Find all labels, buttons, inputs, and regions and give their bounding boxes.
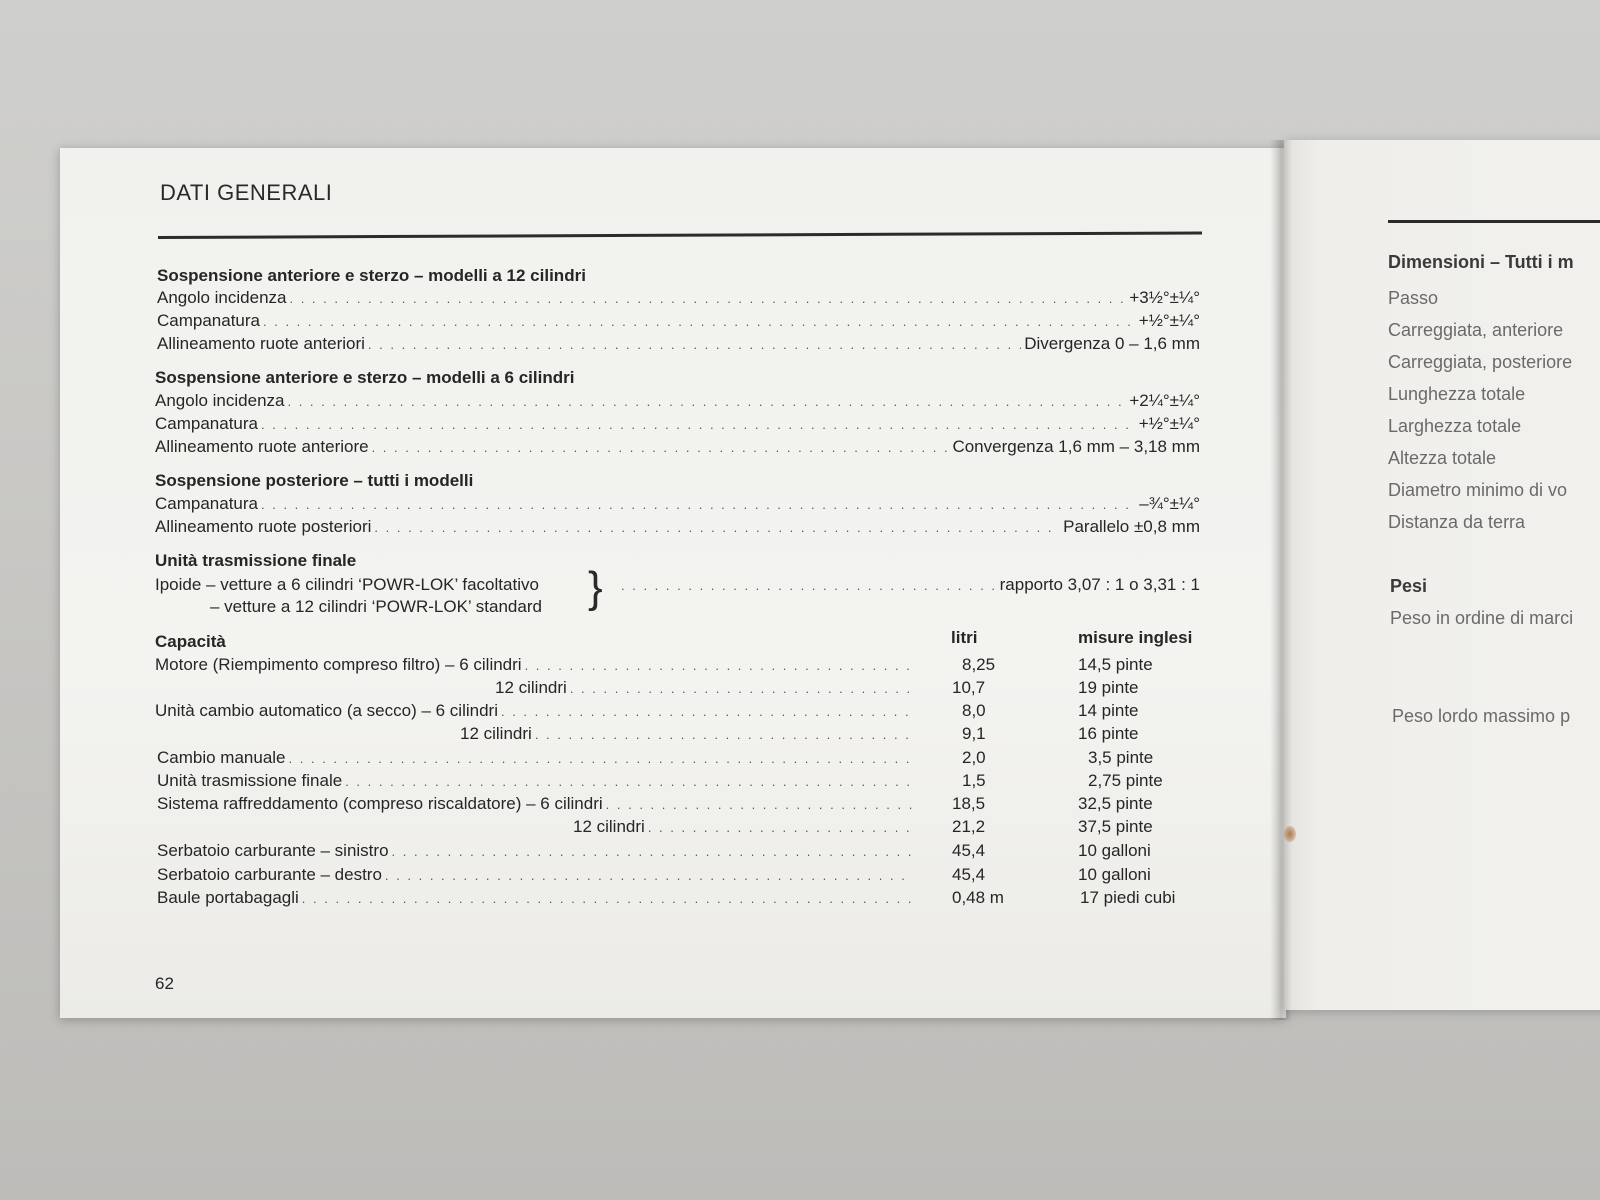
capacity-litri: 1,5: [962, 771, 986, 790]
brace-glyph: }: [588, 563, 603, 612]
page-number: 62: [155, 974, 174, 993]
capacity-row: Sistema raffreddamento (compreso riscaldatore) – 6 cilindri . . .: [157, 794, 915, 815]
right-list-item: Peso in ordine di marci: [1390, 608, 1574, 628]
capacity-row: Serbatoio carburante – destro . . .: [157, 865, 915, 886]
section-title-final-drive: Unità trasmissione finale: [155, 551, 357, 570]
column-header-misure: misure inglesi: [1078, 628, 1193, 647]
section-title-capacity: Capacità: [155, 632, 226, 651]
capacity-row: Unità cambio automatico (a secco) – 6 cilindri . . .: [155, 701, 915, 722]
capacity-litri: 8,0: [962, 701, 986, 720]
capacity-litri: 10,7: [952, 678, 986, 697]
spec-row: Allineamento ruote anteriori . . . Divergenza 0 – 1,6 mm: [157, 334, 1200, 355]
capacity-row: Cambio manuale . . .: [157, 748, 915, 769]
capacity-litri: 8,25: [962, 655, 996, 674]
right-list-item: Diametro minimo di vo: [1388, 480, 1568, 500]
page-title: DATI GENERALI: [160, 180, 333, 205]
capacity-row: Baule portabagagli . . .: [157, 888, 915, 909]
capacity-misure: 3,5 pinte: [1088, 748, 1154, 767]
book-gutter: [1270, 140, 1292, 1020]
capacity-row: 12 cilindri . . .: [573, 817, 915, 838]
final-drive-line-1: Ipoide – vetture a 6 cilindri ‘POWR-LOK’ facoltativo: [155, 575, 539, 594]
section-title-rear: Sospensione posteriore – tutti i modelli: [155, 471, 474, 490]
capacity-misure: 14 pinte: [1078, 701, 1139, 720]
spec-row: Campanatura . . . –¾°±¼°: [155, 494, 1200, 515]
capacity-row: Serbatoio carburante – sinistro . . .: [157, 841, 915, 862]
capacity-misure: 10 galloni: [1078, 841, 1151, 860]
right-section-title-dimensions: Dimensioni – Tutti i m: [1388, 252, 1574, 272]
capacity-litri: 21,2: [952, 817, 986, 836]
capacity-misure: 14,5 pinte: [1078, 655, 1153, 674]
capacity-misure: 17 piedi cubi: [1080, 888, 1176, 907]
capacity-misure: 32,5 pinte: [1078, 794, 1153, 813]
capacity-litri: 0,48 m: [952, 888, 1004, 907]
capacity-row: Motore (Riempimento compreso filtro) – 6 cilindri . . .: [155, 655, 915, 676]
spec-row: Allineamento ruote posteriori . . . Parallelo ±0,8 mm: [155, 517, 1200, 538]
right-list-item: Passo: [1388, 288, 1439, 308]
capacity-misure: 10 galloni: [1078, 865, 1151, 884]
capacity-litri: 45,4: [952, 841, 986, 860]
right-list-item: Altezza totale: [1388, 448, 1497, 468]
spec-row: . . . rapporto 3,07 : 1 o 3,31 : 1: [618, 575, 1200, 596]
capacity-row: 12 cilindri . . .: [495, 678, 915, 699]
right-list-item: Peso lordo massimo p: [1392, 706, 1571, 726]
section-title-front-12: Sospensione anteriore e sterzo – modelli a 12 cilindri: [157, 266, 586, 285]
capacity-litri: 45,4: [952, 865, 986, 884]
right-section-title-pesi: Pesi: [1390, 576, 1428, 596]
final-drive-line-2: – vetture a 12 cilindri ‘POWR-LOK’ standard: [210, 597, 542, 616]
capacity-misure: 19 pinte: [1078, 678, 1139, 697]
capacity-misure: 2,75 pinte: [1088, 771, 1163, 790]
capacity-row: 12 cilindri . . .: [460, 724, 915, 745]
capacity-litri: 18,5: [952, 794, 986, 813]
section-title-front-6: Sospensione anteriore e sterzo – modelli a 6 cilindri: [155, 368, 575, 387]
right-list-item: Carreggiata, anteriore: [1388, 320, 1564, 340]
spec-row: Angolo incidenza . . . +2¼°±¼°: [155, 391, 1200, 412]
capacity-litri: 2,0: [962, 748, 986, 767]
right-list-item: Larghezza totale: [1388, 416, 1522, 436]
capacity-litri: 9,1: [962, 724, 986, 743]
paper-stain: [1284, 826, 1296, 842]
right-list-item: Lunghezza totale: [1388, 384, 1526, 404]
column-header-litri: litri: [951, 628, 978, 647]
capacity-misure: 16 pinte: [1078, 724, 1139, 743]
right-header-rule: [1388, 220, 1600, 223]
capacity-misure: 37,5 pinte: [1078, 817, 1153, 836]
spec-row: Campanatura . . . +½°±¼°: [157, 311, 1200, 332]
spec-row: Allineamento ruote anteriore . . . Convergenza 1,6 mm – 3,18 mm: [155, 437, 1200, 458]
spec-row: Campanatura . . . +½°±¼°: [155, 414, 1200, 435]
right-list-item: Distanza da terra: [1388, 512, 1526, 532]
right-list-item: Carreggiata, posteriore: [1388, 352, 1573, 372]
capacity-row: Unità trasmissione finale . . .: [157, 771, 915, 792]
spec-row: Angolo incidenza . . . +3½°±¼°: [157, 288, 1200, 309]
